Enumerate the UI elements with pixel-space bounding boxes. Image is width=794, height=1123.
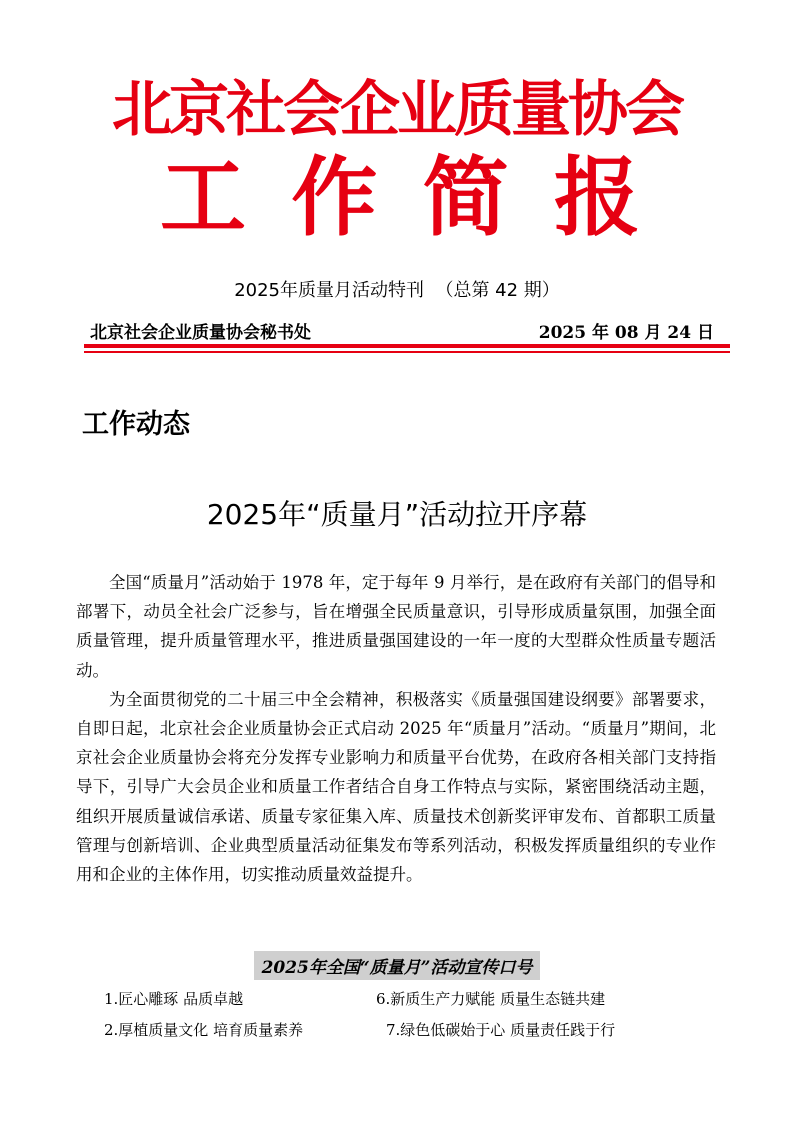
masthead-divider-thin xyxy=(84,351,730,353)
issue-line: 2025年质量月活动特刊 （总第 42 期） xyxy=(234,280,560,301)
article-paragraph: 全国“质量月”活动始于 1978 年，定于每年 9 月举行，是在政府有关部门的倡导和部署下，动员全社会广泛参与，旨在增强全民质量意识，引导形成质量氛围，加强全面质量管理，提升质量管理水平，推进质量强国建设的一年一度的大型群众性质量专题活动。 xyxy=(76,573,716,680)
section-heading: 工作动态 xyxy=(82,409,190,440)
slogan-item: 2.厚植质量文化 培育质量素养 xyxy=(104,1021,304,1039)
slogans-heading: 2025年全国“质量月”活动宣传口号 xyxy=(254,951,541,980)
bulletin-title-char: 报 xyxy=(553,148,640,248)
slogan-item: 6.新质生产力赋能 质量生态链共建 xyxy=(376,990,606,1008)
bulletin-title-char: 工 xyxy=(160,148,246,248)
slogan-item: 1.匠心雕琢 品质卓越 xyxy=(104,990,244,1008)
issuer: 北京社会企业质量协会秘书处 xyxy=(90,323,311,343)
bulletin-title-char: 简 xyxy=(422,148,509,248)
masthead-divider-thick xyxy=(84,344,730,348)
article-paragraph: 为全面贯彻党的二十届三中全会精神，积极落实《质量强国建设纲要》部署要求，自即日起，北京社会企业质量协会正式启动 2025 年“质量月”活动。“质量月”期间，北京社会企业质量协会将充分发挥专业影响力和质量平台优势，在政府各相关部门支持指导下，引导广大会员企业和质量工作者结合自身工作特点与实际，紧密围绕活动主题，组织开展质量诚信承诺、质量专家征集入库、质量技术创新奖评审发布、首都职工质量管理与创新培训、企业典型质量活动征集发布等系列活动，积极发挥质量组织的专业作用和企业的主体作用，切实推动质量效益提升。 xyxy=(76,689,716,885)
slogans-heading-wrap xyxy=(0,951,794,980)
issue-date: 2025 年 08 月 24 日 xyxy=(538,323,714,343)
article-body xyxy=(76,568,716,889)
masthead-org-title: 北京社会企业质量协会 xyxy=(112,75,682,145)
article-title: 2025年“质量月”活动拉开序幕 xyxy=(206,498,588,531)
masthead-bulletin-title xyxy=(160,148,640,248)
slogan-item: 7.绿色低碳始于心 质量责任践于行 xyxy=(386,1021,616,1039)
bulletin-title-char: 作 xyxy=(291,148,378,248)
